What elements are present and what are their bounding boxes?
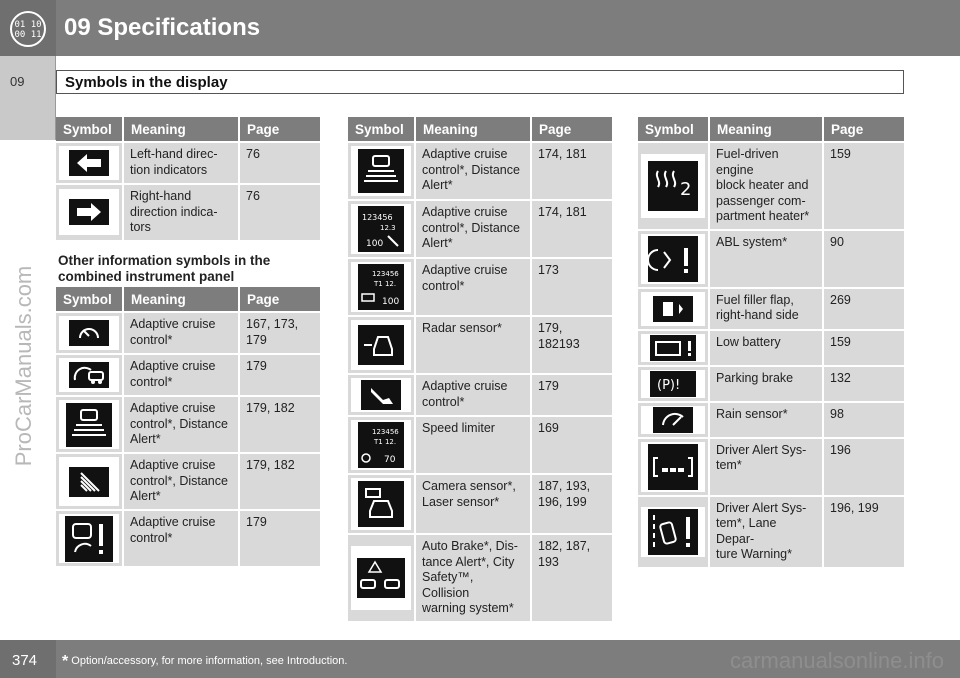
page-cell: 159 bbox=[824, 143, 904, 229]
footnote bbox=[62, 653, 347, 671]
page-number-box bbox=[0, 640, 56, 678]
side-watermark bbox=[11, 226, 36, 506]
page-cell: 132 bbox=[824, 367, 904, 401]
meaning-cell: Driver Alert Sys- tem* bbox=[710, 439, 822, 495]
symbol-cell bbox=[348, 201, 414, 257]
cruise-car-gauge-icon bbox=[59, 358, 119, 392]
symbol-cell bbox=[638, 289, 708, 329]
symbol-cell bbox=[56, 185, 122, 240]
cruise-warning-icon bbox=[59, 514, 119, 563]
meaning-cell: Right-hand direction indica- tors bbox=[124, 185, 238, 240]
column-header-meaning: Meaning bbox=[416, 117, 530, 141]
column-header-symbol: Symbol bbox=[638, 117, 708, 141]
table-row bbox=[348, 417, 612, 473]
table-row bbox=[638, 331, 904, 365]
page-cell: 173 bbox=[532, 259, 612, 315]
symbol-cell bbox=[638, 497, 708, 567]
meaning-cell: Adaptive cruise control* bbox=[416, 375, 530, 415]
page-cell: 269 bbox=[824, 289, 904, 329]
speedometer-icon bbox=[59, 316, 119, 350]
info-symbols-table-2 bbox=[346, 115, 614, 623]
footnote-star: * bbox=[62, 653, 69, 670]
page-number: 374 bbox=[12, 652, 38, 669]
symbol-cell bbox=[348, 259, 414, 315]
symbol-cell bbox=[56, 355, 122, 395]
meaning-cell: Low battery bbox=[710, 331, 822, 365]
symbol-cell bbox=[348, 375, 414, 415]
table-row bbox=[348, 375, 612, 415]
page-cell: 179 bbox=[240, 511, 320, 566]
radar-sensor-icon bbox=[351, 320, 411, 370]
symbol-cell bbox=[638, 231, 708, 287]
meaning-cell: Adaptive cruise control* bbox=[124, 355, 238, 395]
footer-watermark: carmanualsonline.info bbox=[729, 648, 944, 673]
symbol-cell bbox=[638, 403, 708, 437]
chapter-side-tab bbox=[0, 56, 56, 140]
chapter-header bbox=[0, 0, 960, 56]
symbol-cell bbox=[56, 511, 122, 566]
column-header-page: Page bbox=[240, 117, 320, 141]
meaning-cell: Driver Alert Sys- tem*, Lane Depar- ture Warning* bbox=[710, 497, 822, 567]
symbol-cell bbox=[56, 397, 122, 452]
symbol-cell bbox=[638, 143, 708, 229]
wrench-icon bbox=[351, 378, 411, 412]
meaning-cell: Adaptive cruise control*, Distance Alert* bbox=[416, 201, 530, 257]
page-cell: 90 bbox=[824, 231, 904, 287]
meaning-cell: Auto Brake*, Dis- tance Alert*, City Safety™, Collision warning system* bbox=[416, 535, 530, 621]
distance-bars-icon bbox=[59, 457, 119, 506]
speed-limiter-icon bbox=[351, 420, 411, 470]
meaning-cell: Adaptive cruise control* bbox=[124, 511, 238, 566]
column-header-symbol: Symbol bbox=[56, 287, 122, 311]
meaning-cell: Adaptive cruise control* bbox=[416, 259, 530, 315]
meaning-cell: Fuel-driven engine block heater and passenger com- partment heater* bbox=[710, 143, 822, 229]
side-watermark-text: ProCarManuals.com bbox=[11, 265, 36, 467]
meaning-cell: ABL system* bbox=[710, 231, 822, 287]
page-cell: 196 bbox=[824, 439, 904, 495]
camera-sensor-icon bbox=[351, 478, 411, 530]
table-row bbox=[348, 143, 612, 199]
page-cell: 167, 173, 179 bbox=[240, 313, 320, 353]
page-cell: 182, 187, 193 bbox=[532, 535, 612, 621]
table-row bbox=[56, 511, 320, 566]
left-arrow-icon bbox=[59, 146, 119, 180]
footnote-text: Option/accessory, for more information, see Introduction. bbox=[71, 655, 348, 667]
chapter-tab-number: 09 bbox=[10, 74, 25, 89]
column-header-page: Page bbox=[824, 117, 904, 141]
symbol-cell bbox=[638, 331, 708, 365]
badge-line-2: 00 11 bbox=[14, 30, 42, 40]
table-row bbox=[638, 439, 904, 495]
page-cell: 179, 182193 bbox=[532, 317, 612, 373]
indicator-symbols-table bbox=[54, 115, 322, 242]
page-cell: 179 bbox=[240, 355, 320, 395]
svg-text:70: 70 bbox=[384, 455, 396, 465]
symbol-cell bbox=[348, 417, 414, 473]
driver-alert-icon bbox=[641, 442, 705, 492]
page-cell: 76 bbox=[240, 143, 320, 183]
table-row bbox=[56, 397, 320, 452]
odometer-distance-icon bbox=[351, 204, 411, 254]
svg-text:(P)!: (P)! bbox=[657, 377, 681, 393]
meaning-cell: Adaptive cruise control* bbox=[124, 313, 238, 353]
page-cell: 179 bbox=[532, 375, 612, 415]
table-row bbox=[56, 355, 320, 395]
table-row bbox=[638, 143, 904, 229]
page-cell: 174, 181 bbox=[532, 201, 612, 257]
table-row bbox=[56, 185, 320, 240]
table-row bbox=[56, 454, 320, 509]
svg-text:123456: 123456 bbox=[362, 213, 393, 222]
page-cell: 187, 193, 196, 199 bbox=[532, 475, 612, 533]
page-cell: 174, 181 bbox=[532, 143, 612, 199]
fuel-heater-icon bbox=[641, 154, 705, 218]
table-row bbox=[56, 313, 320, 353]
page-cell: 179, 182 bbox=[240, 454, 320, 509]
svg-text:123456: 123456 bbox=[372, 428, 399, 436]
meaning-cell: Speed limiter bbox=[416, 417, 530, 473]
symbol-cell bbox=[638, 439, 708, 495]
table-header-row bbox=[348, 117, 612, 141]
page-cell: 98 bbox=[824, 403, 904, 437]
svg-text:12.3: 12.3 bbox=[380, 224, 396, 232]
table-row bbox=[348, 317, 612, 373]
meaning-cell: Adaptive cruise control*, Distance Alert* bbox=[124, 397, 238, 452]
subheading: Other information symbols in the combined instrument panel bbox=[58, 253, 271, 284]
symbol-cell bbox=[56, 313, 122, 353]
table-header-row bbox=[56, 117, 320, 141]
info-symbols-table-1 bbox=[54, 285, 322, 568]
table-row bbox=[56, 143, 320, 183]
svg-text:123456: 123456 bbox=[372, 270, 399, 278]
meaning-cell: Left-hand direc- tion indicators bbox=[124, 143, 238, 183]
odometer-cruise-icon bbox=[351, 262, 411, 312]
table-row bbox=[348, 201, 612, 257]
distance-alert-car-icon bbox=[59, 400, 119, 449]
meaning-cell: Camera sensor*, Laser sensor* bbox=[416, 475, 530, 533]
right-arrow-icon bbox=[59, 189, 119, 235]
battery-icon bbox=[641, 334, 705, 362]
column-header-meaning: Meaning bbox=[710, 117, 822, 141]
chapter-badge bbox=[0, 0, 56, 56]
table-row bbox=[638, 497, 904, 567]
meaning-cell: Adaptive cruise control*, Distance Alert* bbox=[416, 143, 530, 199]
page-footer bbox=[0, 640, 960, 678]
page-cell: 169 bbox=[532, 417, 612, 473]
chapter-title: 09 Specifications bbox=[64, 14, 261, 41]
meaning-cell: Parking brake bbox=[710, 367, 822, 401]
column-header-symbol: Symbol bbox=[348, 117, 414, 141]
svg-text:100: 100 bbox=[382, 297, 400, 307]
svg-text:100: 100 bbox=[366, 239, 384, 249]
table-row bbox=[348, 259, 612, 315]
lane-departure-icon bbox=[641, 507, 705, 557]
column-header-symbol: Symbol bbox=[56, 117, 122, 141]
parking-brake-icon bbox=[641, 370, 705, 398]
section-title: Symbols in the display bbox=[65, 74, 228, 91]
symbol-cell bbox=[348, 535, 414, 621]
table-header-row bbox=[638, 117, 904, 141]
table-row bbox=[638, 289, 904, 329]
symbol-cell bbox=[348, 475, 414, 533]
table-row bbox=[638, 367, 904, 401]
svg-text:T1 12.: T1 12. bbox=[374, 280, 397, 288]
distance-alert-car-icon bbox=[351, 146, 411, 196]
page-cell: 159 bbox=[824, 331, 904, 365]
meaning-cell: Radar sensor* bbox=[416, 317, 530, 373]
meaning-cell: Adaptive cruise control*, Distance Alert* bbox=[124, 454, 238, 509]
svg-text:2: 2 bbox=[680, 178, 692, 200]
table-row bbox=[638, 231, 904, 287]
table-row bbox=[638, 403, 904, 437]
page-cell: 76 bbox=[240, 185, 320, 240]
column-header-meaning: Meaning bbox=[124, 117, 238, 141]
meaning-cell: Fuel filler flap, right-hand side bbox=[710, 289, 822, 329]
table-row bbox=[348, 475, 612, 533]
symbol-cell bbox=[348, 317, 414, 373]
binary-logo-icon bbox=[10, 11, 46, 47]
info-symbols-table-3 bbox=[636, 115, 906, 569]
section-title-bar bbox=[56, 70, 904, 94]
rain-sensor-icon bbox=[641, 406, 705, 434]
abl-icon bbox=[641, 234, 705, 284]
fuel-filler-icon bbox=[641, 292, 705, 326]
symbol-cell bbox=[348, 143, 414, 199]
table-row bbox=[348, 535, 612, 621]
svg-text:T1 12.: T1 12. bbox=[374, 438, 397, 446]
symbol-cell bbox=[56, 454, 122, 509]
page-cell: 179, 182 bbox=[240, 397, 320, 452]
page-cell: 196, 199 bbox=[824, 497, 904, 567]
badge-line-1: 01 10 bbox=[14, 20, 42, 30]
table-header-row bbox=[56, 287, 320, 311]
column-header-page: Page bbox=[240, 287, 320, 311]
symbol-cell bbox=[638, 367, 708, 401]
column-header-page: Page bbox=[532, 117, 612, 141]
symbol-cell bbox=[56, 143, 122, 183]
meaning-cell: Rain sensor* bbox=[710, 403, 822, 437]
column-header-meaning: Meaning bbox=[124, 287, 238, 311]
collision-warning-icon bbox=[351, 546, 411, 610]
